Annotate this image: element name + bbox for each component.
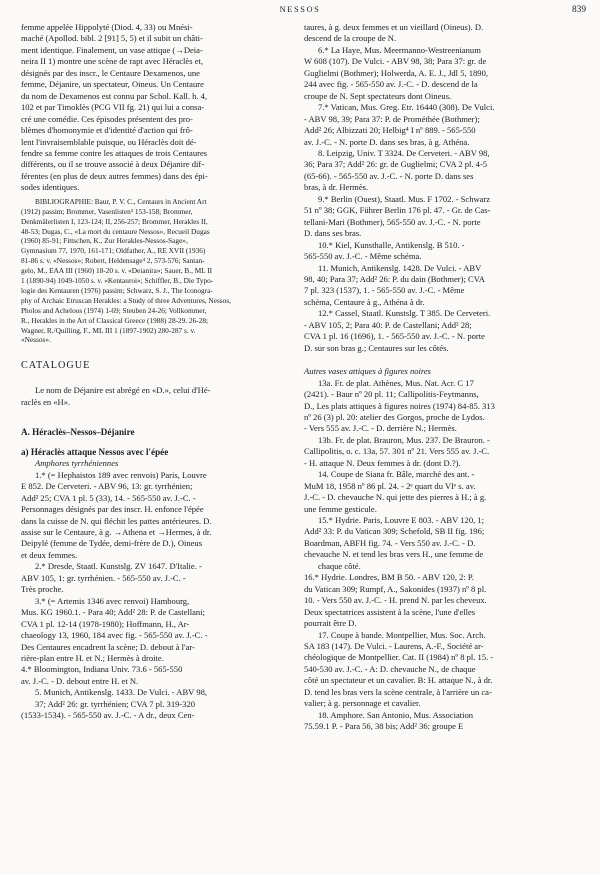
text-line: blèmes d'homonymie et d'identité d'action qui frô- [21,125,193,136]
text-line: (1912) passim; Brommer, Vasenlisten³ 153-158; Brommer, [21,206,193,216]
text-line: 75.59.1 P. - Para 56, 38 bis; Add² 36: groupe E [304,721,464,732]
text-line: différents, ou il se trouve associé à deux Déjanire dif- [21,159,205,170]
catalogue-entries-right-lower [304,378,581,733]
text-line: chaeology 13, 1960, 184 avec fig. - 565-550 av. J.-C. - [21,630,208,641]
text-line: 565-550 av. J.-C. - Même schéma. [304,251,422,262]
text-line: chevauche N. et tend les bras vers H., une femme de [304,549,484,560]
text-line: 3.* (= Artemis 1346 avec renvoi) Hambourg, [35,595,190,606]
text-line: Add² 33: P. du Vatican 309; Schefold, SB II fig. 196; [304,526,485,537]
text-line: av. J.-C. - D. debout entre H. et N. [21,675,139,686]
text-line: Personnages désignés par des inscr. H. enfonce l'épée [21,504,204,515]
section-heading-a: A. Héraclès–Nessos–Déjanire [21,427,135,438]
text-line: Le nom de Déjanire est abrégé en «D.», celui d'Hé- [35,385,211,396]
text-line: D., Les plats attiques à figures noires (1974) 84-85. 313 [304,400,495,411]
text-line: 6.* La Haye, Mus. Meermanno-Westreenianum [318,44,481,55]
text-line: Add² 25; CVA 1 pl. 5 (33), 14. - 565-550 av. J.-C. - [21,492,196,503]
text-line: 17. Coupe à bande. Montpellier, Mus. Soc. Arch. [318,629,486,640]
text-line: valier; à g. personnage et cavalier. [304,698,421,709]
text-line: 13a. Fr. de plat. Athènes, Mus. Nat. Acr. C 17 [318,377,474,388]
text-line: 1 (1890-94) 1049-1050 s. v. «Kentauroi»; Schiffler, B., Die Typo- [21,276,214,286]
text-line: (1533-1534). - 565-550 av. J.-C. - A dr., deux Cen- [21,710,195,721]
text-line: croupe de N. Sept spectateurs dont Oineus. [304,90,452,101]
text-line: 18. Amphore. San Antonio, Mus. Association [318,709,474,720]
text-line: CVA 1 pl. 12-14 (1978-1980); Hoffmann, H., Ar- [21,618,190,629]
text-line: pourrait être D. [304,618,357,629]
text-line: 2.* Dresde, Staatl. Kunstslg. ZV 1647. D'Italie. - [35,561,202,572]
text-line: 7.* Vatican, Mus. Greg. Etr. 16440 (308). De Vulci. [318,102,495,113]
text-line: «Nessos». [21,335,51,345]
text-line: Callipolitis, o. c. 13a, 57. 301 nº 21. Vers 555 av. J.-C. [304,446,490,457]
intro-paragraph [21,22,298,194]
text-line: (65-66). - 565-550 av. J.-C. - N. porte D. dans ses [304,170,474,181]
text-line: - Vers 555 av. J.-C. - D. derrière N.; Hermès. [304,423,457,434]
text-line: et deux femmes. [21,549,78,560]
text-line: J.-C. - D. chevauche N. qui jette des pierres à H.; à g. [304,492,487,503]
text-line: bras, à dr. Hermès. [304,182,369,193]
text-line: 10.* Kiel, Kunsthalle, Antikenslg. B 510. - [318,239,465,250]
text-line: av. J.-C. - N. porte D. dans ses bras, à g. Athéna. [304,136,470,147]
subsection-heading: a) Héraclès attaque Nessos avec l'épée [21,447,169,458]
text-line: fendre sa femme contre les attaques de trois Centaures [21,147,208,158]
text-line: chaque côté. [318,560,361,571]
text-line: Très proche. [21,584,64,595]
text-line: 5. Munich, Antikenslg. 1433. De Vulci. - ABV 98, [35,687,208,698]
text-line: taures, à g. deux femmes et un vieillard (Oineus). D. [304,22,484,32]
text-line: 11. Munich, Antikenslg. 1428. De Vulci. - ABV [318,262,482,273]
text-line: lent l'invraisemblable puisque, ou Héraclès doit dé- [21,136,197,147]
text-line: Denkmälerlisten I, 123-124; II, 256-257; Brommer, Herakles II, [21,216,208,226]
text-line: neira II 1) montre une scène de rapt avec Héraclès et, [21,56,203,67]
text-line: W 608 (107). De Vulci. - ABV 98, 38; Para 37: gr. de [304,56,487,67]
text-line: logie des Kentauren (1976) passim; Schwarz, S. J., The Iconogra- [21,285,213,295]
text-line: tellani-Mari (Bothmer), 565-550 av. J.-C. - N. porte [304,216,481,227]
text-line: 13b. Fr. de plat. Brauron, Mus. 237. De Brauron. - [318,434,490,445]
text-line: côté un spectateur et un cavalier. B: H. attaque N., à dr. [304,675,493,686]
text-line: femme, Déjanire, un spectateur, Oineus. Un Centaure [21,79,204,90]
text-line: férentes (en plus de deux autres femmes) dans des épi- [21,170,208,181]
catalogue-entries-left [21,470,298,722]
text-line: gelo, M., EAA III (1960) 18-20 s. v. «Deianira»; Sauer, B., ML II [21,266,213,276]
text-line: 48-53; Dugas, C., «La mort du centaure Nessos», Recueil Dugas [21,226,210,236]
text-line: Guglielmi (Bothmer); Holwerda, A. E. J., Jdl 5, 1890, [304,67,488,78]
catalogue-note [21,385,298,408]
text-line: 4.* Bloomington, Indiana Univ. 73.6 - 565-550 [21,664,183,675]
text-line: Add² 26; Albizzati 20; Helbig⁴ I nº 889. - 565-550 [304,125,476,136]
text-line: Des Centaures encadrent la scène; D. debout à l'ar- [21,641,195,652]
catalogue-entries-right [304,22,581,354]
text-line: 16.* Hydrie. Londres, BM B 50. - ABV 120, 2: P. [304,572,474,583]
text-line: - ABV 98, 39; Para 37: P. de Prométhée (Bothmer); [304,113,480,124]
text-line: - ABV 105, 2; Para 40: P. de Castellani; Add² 28; [304,319,472,330]
text-line: femme appelée Hippolyté (Diod. 4, 33) ou Mnési- [21,22,193,32]
text-line: 12.* Cassel, Staatl. Kunstslg. T 385. De Cerveteri. [318,308,491,319]
text-line: CVA 1 pl. 16 (1696), 1. - 565-550 av. J.-C. - N. porte [304,331,485,342]
text-line: D. tend les bras vers la scène centrale, à l'arrière un ca- [304,686,492,697]
text-line: dans la cuisse de N. qui fléchit les pattes antérieures. D. [21,515,212,526]
text-line: maché (Apollod. bibl. 2 [91] 5, 5) et il subit un châti- [21,33,203,44]
text-line: 15.* Hydrie. Paris, Louvre E 803. - ABV 120, 1; [318,515,485,526]
page-number: 839 [571,5,586,15]
text-line: descend de la croupe de N. [304,33,397,44]
text-line: Deux spectatrices assistent à la scène, l'une d'elles [304,606,476,617]
text-line: 102 et par Timoklès (PCG VII fg. 21) qui lui a consa- [21,102,205,113]
text-line: SA 183 (147). De Vulci. - Laurens, A.-F., Société ar- [304,641,484,652]
group-label-tyrrhenian: Amphores tyrrhéniennes [35,458,119,469]
text-line: raclès en «H». [21,396,71,407]
text-line: Pholos and Acheloos (1974) 1-69; Steuben 24-26; Vollkommer, [21,305,207,315]
text-line: assise sur le Centaure, à g. →Athena et →Hermes, à dr. [21,527,212,538]
text-line: Deipylé (femme de Tydée, demi-frère de D.), Oineus [21,538,203,549]
text-line: une femme gesticule. [304,503,377,514]
text-line: 10. - Vers 550 av. J.-C. - H. prend N. par les cheveux. [304,595,487,606]
text-line: D. dans ses bras. [304,228,362,239]
text-line: (2421). - Baur nº 20 pl. 11; Callipolitis-Feytmanns, [304,389,479,400]
text-line: 7 pl. 323 (1537), 1. - 565-550 av. J.-C. - Même [304,285,465,296]
text-line: D. sur son bras g.; Centaures sur les côtés. [304,342,449,353]
text-line: Mus. KG 1960.1. - Para 40; Add² 28: P. de Castellani; [21,607,205,618]
text-line: - H. attaque N. Deux femmes à dr. (dont D.?). [304,457,461,468]
text-line: Gymnasium 77, 1970, 161-171; Oldfather, A., RE XVII (1936) [21,246,206,256]
text-line: 9.* Berlin (Ouest), Staatl. Mus. F 1702. - Schwarz [318,193,491,204]
text-line: (1960) 85-91; Fittschen, K., Zur Herakles-Nessos-Sage», [21,236,188,246]
text-line: 81-86 s. v. «Nessos»; Robert, Heldensage⁴ 2, 573-576; Santan- [21,256,205,266]
text-line: nº 26 (3) pl. 20: atelier des Gorgos, proche de Lydos. [304,411,485,422]
running-title: NESSOS [279,5,321,14]
bibliography [21,197,298,346]
text-line: 14. Coupe de Siana fr. Bâle, marché des ant. - [318,469,475,480]
text-line: du nom de Dexamenos est connu par Schol. Kall. h. 4, [21,90,208,101]
text-line: 37; Add² 26: gr. tyrrhénien; CVA 7 pl. 319-320 [35,698,196,709]
running-head [0,3,600,17]
catalogue-heading: CATALOGUE [21,360,91,372]
text-line: cré une comédie. Ces épisodes présentent des pro- [21,113,193,124]
text-line: 244 avec fig. - 565-550 av. J.-C. - D. descend de la [304,79,478,90]
text-line: Wagner, R./Quilling, F., ML III 1 (1897-1902) 280-287 s. v. [21,325,196,335]
text-line: MuM 18, 1958 nº 86 pl. 24. - 2ᵉ quart du VIᵉ s. av. [304,480,476,491]
text-line: 540-530 av. J.-C. - A: D. chevauche N., de chaque [304,663,476,674]
text-line: E 852. De Cerveteri. - ABV 96, 13: gr. tyrrhénien; [21,481,193,492]
text-line: chéologique de Montpellier. Cat. II (1984) nº 8 pl. 15. - [304,652,494,663]
text-line: désignés par des inscr., le Centaure Dexamenos, une [21,67,200,78]
text-line: 8. Leipzig, Univ. T 3324. De Cerveteri. - ABV 98, [318,147,490,158]
text-line: ABV 105, 1: gr. tyrrhénien. - 565-550 av. J.-C. - [21,572,186,583]
text-line: 51 nº 38; GGK, Führer Berlin 176 pl. 47. - Gr. de Cas- [304,205,491,216]
text-line: 1.* (= Hephaistos 189 avec renvois) Paris, Louvre [35,469,207,480]
text-line: Boardman, ABFH fig. 74. - Vers 550 av. J.-C. - D. [304,537,476,548]
right-column [304,22,581,733]
text-line: rière-plan entre H. et N.; Hermès à droite. [21,653,164,663]
text-line: du Vatican 309; Rumpf, A., Sakonides (1937) nº 8 pl. [304,583,487,594]
text-line: 98, 40; Para 37; Add² 26: P. du dain (Bothmer); CVA [304,273,485,284]
left-column [21,22,298,722]
text-line: BIBLIOGRAPHIE: Baur, P. V. C., Centaurs in Ancient Art [35,196,207,206]
text-line: sodes identiques. [21,182,80,193]
text-line: 36; Para 37; Add² 26: gr. de Guglielmi; CVA 2 pl. 4-5 [304,159,488,170]
text-line: ment identique. Finalement, un vase attique (→Deia- [21,44,203,55]
text-line: schéma, Centaure à g., Athéna à dr. [304,296,425,307]
text-line: R., Herakles in the Art of Classical Greece (1988) 28-29. 26-28; [21,315,209,325]
text-line: phy of Archaic Etruscan Herakles: a Study of three Adventures, Nessos, [21,295,231,305]
group-label-other-vases: Autres vases attiques à figures noires [304,366,432,377]
